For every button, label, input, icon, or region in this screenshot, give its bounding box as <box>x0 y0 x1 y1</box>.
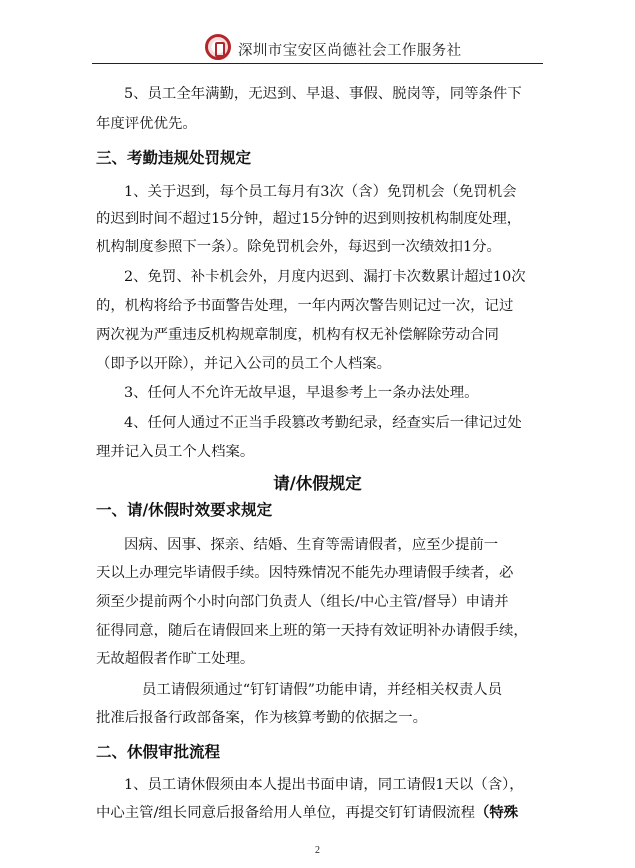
paragraph-line: 员工请假须通过“钉钉请假”功能申请，并经相关权责人员 <box>142 682 503 698</box>
paragraph-line: 无故超假者作旷工处理。 <box>96 651 255 667</box>
paragraph-line <box>96 801 518 822</box>
paragraph-line: 3、任何人不允许无故早退，早退参考上一条办法处理。 <box>124 385 479 401</box>
paragraph-line: 机构制度参照下一条）。除免罚机会外，每迟到一次绩效扣1分。 <box>96 239 501 255</box>
page-number: 2 <box>315 845 320 856</box>
paragraph-line: 的，机构将给予书面警告处理，一年内两次警告则记过一次，记过 <box>96 298 514 314</box>
org-name: 深圳市宝安区尚德社会工作服务社 <box>238 43 462 59</box>
section-heading: 二、休假审批流程 <box>96 742 221 761</box>
paragraph-line: 1、员工请休假须由本人提出书面申请，同工请假1天以（含）， <box>124 777 524 793</box>
paragraph-line: 批准后报备行政部备案，作为核算考勤的依据之一。 <box>96 710 427 726</box>
paragraph-line: 因病、因事、探亲、结婚、生育等需请假者，应至少提前一 <box>124 537 499 553</box>
paragraph-text: 中心主管/组长同意后报备给用人单位，再提交钉钉请假流程 <box>96 805 476 821</box>
section-heading: 三、考勤违规处罚规定 <box>96 148 252 167</box>
paragraph-line: 两次视为严重违反机构规章制度，机构有权无补偿解除劳动合同 <box>96 327 499 343</box>
section-heading: 一、请/休假时效要求规定 <box>96 500 273 519</box>
paragraph-line: 天以上办理完毕请假手续。因特殊情况不能先办理请假手续者，必 <box>96 565 514 581</box>
main-title: 请/休假规定 <box>273 474 362 493</box>
paragraph-line: 的迟到时间不超过15分钟，超过15分钟的迟到则按机构制度处理， <box>96 211 522 227</box>
paragraph-line: 理并记入员工个人档案。 <box>96 444 255 460</box>
bold-text: （特殊 <box>475 804 519 821</box>
page-header <box>0 30 635 64</box>
paragraph-line: 4、任何人通过不正当手段篡改考勤纪录，经查实后一律记过处 <box>124 415 522 431</box>
paragraph-line: 须至少提前两个小时向部门负责人（组长/中心主管/督导）申请并 <box>96 594 509 610</box>
paragraph-line: （即予以开除），并记入公司的员工个人档案。 <box>96 356 392 372</box>
paragraph-line: 2、免罚、补卡机会外，月度内迟到、漏打卡次数累计超过10次 <box>124 269 526 285</box>
org-logo-icon <box>205 34 231 60</box>
paragraph-line: 征得同意，随后在请假回来上班的第一天持有效证明补办请假手续， <box>96 623 528 639</box>
header-divider <box>92 63 543 64</box>
paragraph-line: 年度评优优先。 <box>96 116 197 132</box>
paragraph-line: 1、关于迟到，每个员工每月有3次（含）免罚机会（免罚机会 <box>124 184 517 200</box>
paragraph-line: 5、员工全年满勤，无迟到、早退、事假、脱岗等，同等条件下 <box>124 86 522 102</box>
